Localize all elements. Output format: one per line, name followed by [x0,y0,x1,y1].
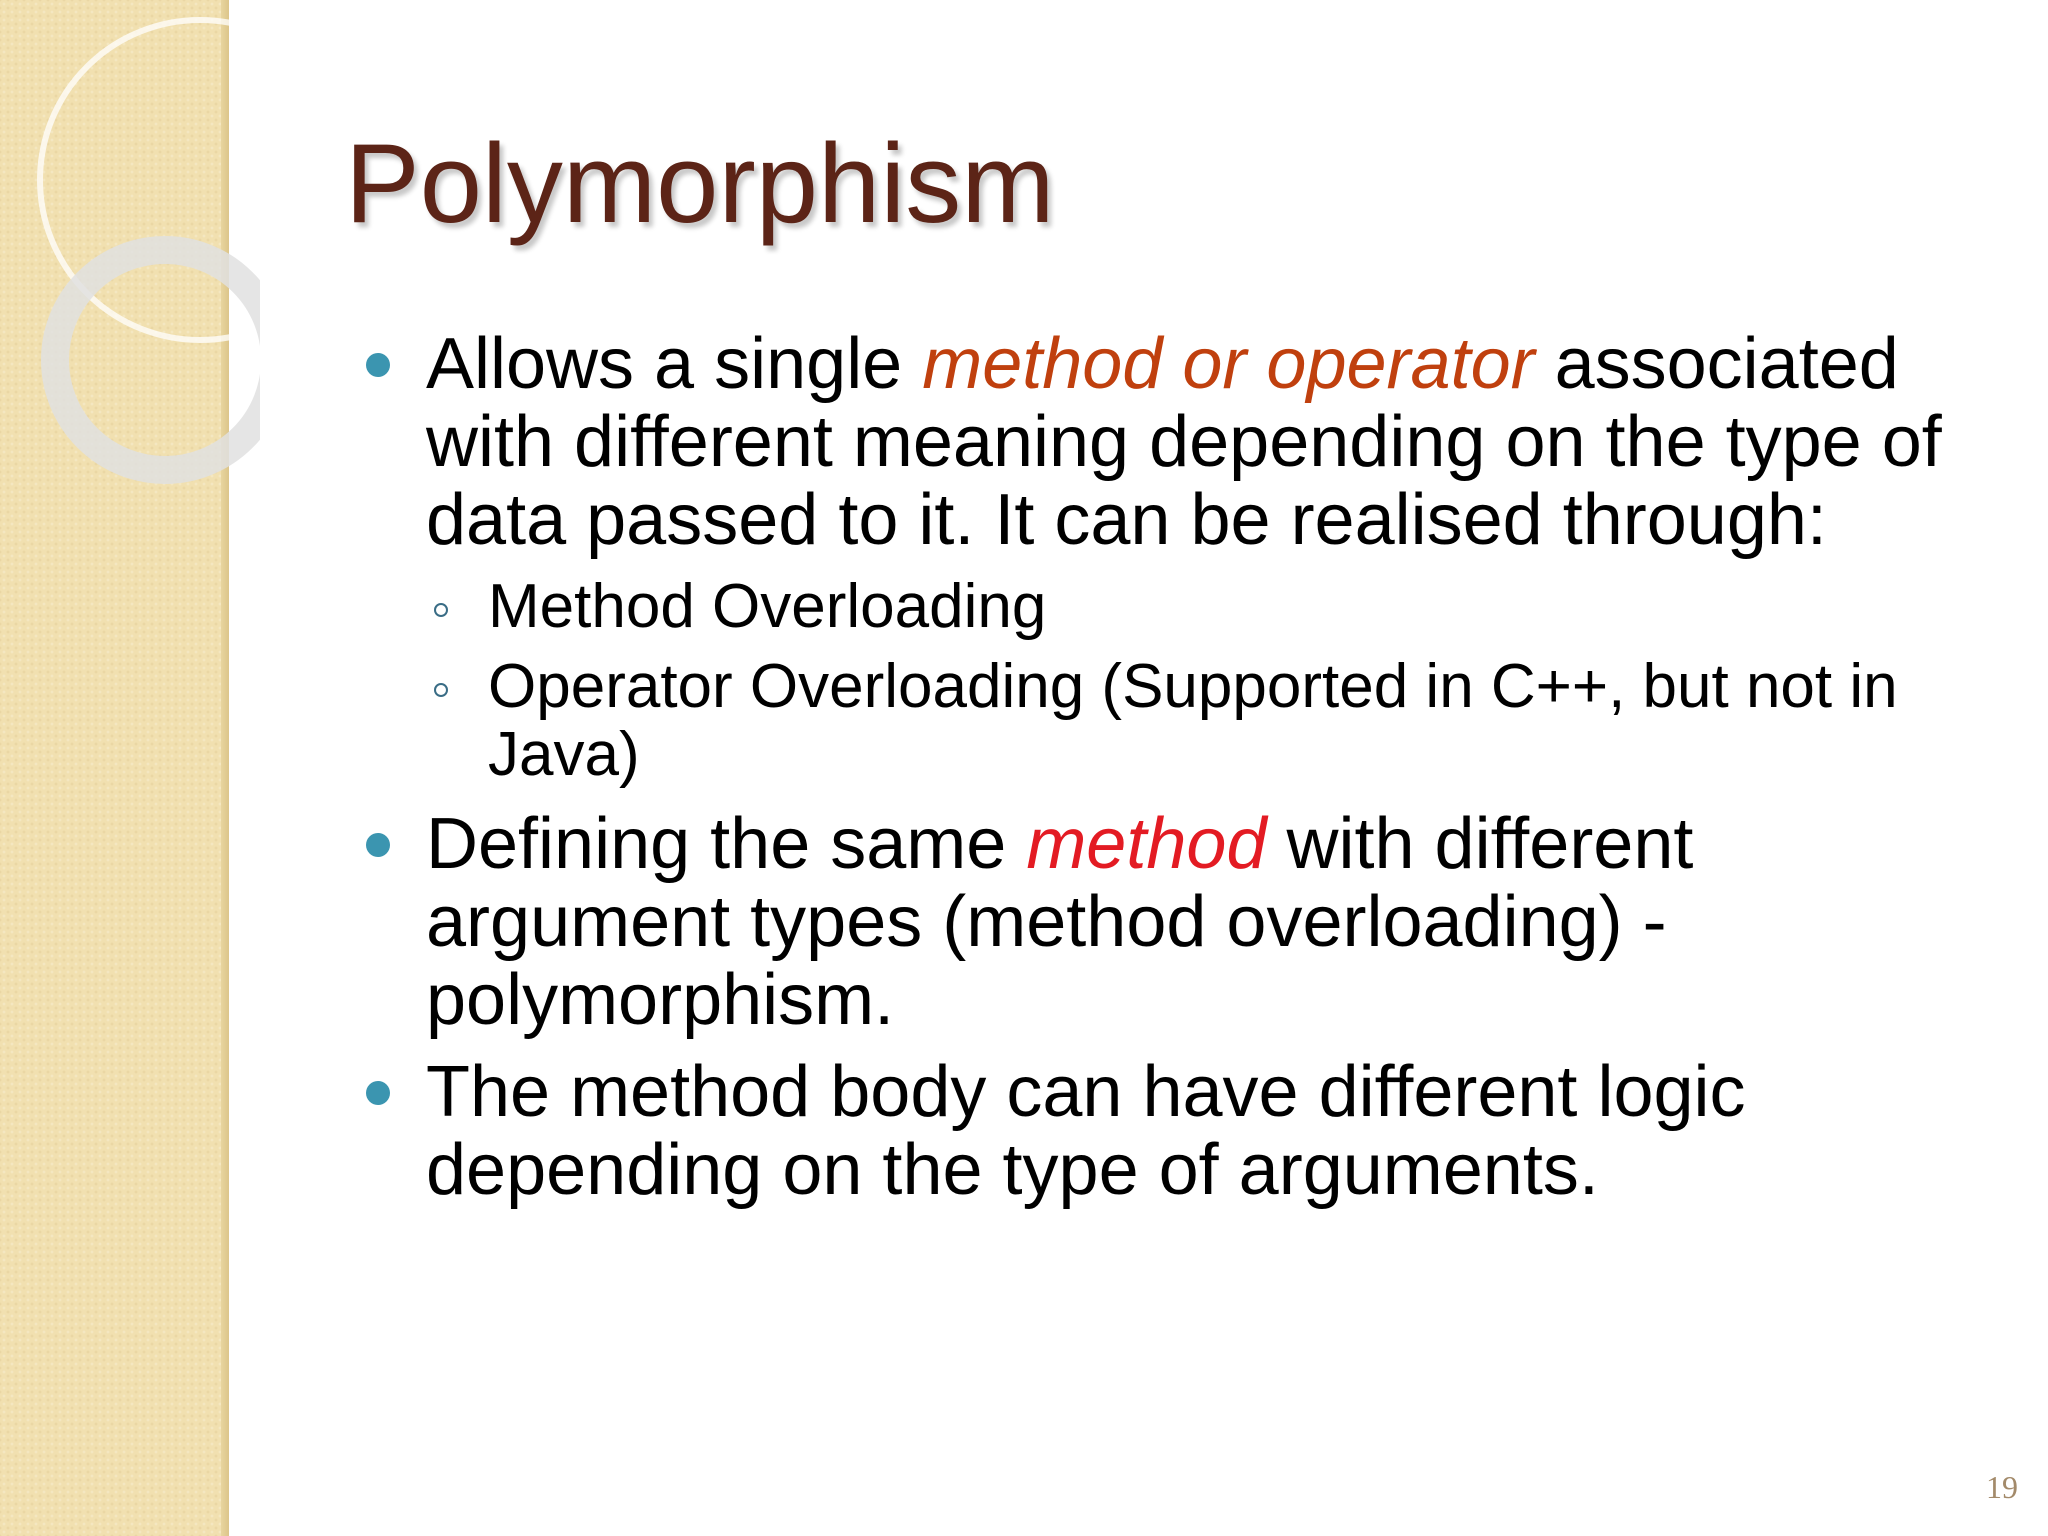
bullet-text: with different argument types (method overloading) - polymorphism. [426,804,1694,1040]
bullet-item [360,805,2000,1039]
slide-number: 19 [1986,1469,2018,1505]
bullet-dot-icon [366,1081,390,1105]
bullet-text: Defining the same [426,804,1027,884]
bullet-emphasis: method [1026,804,1267,884]
sub-bullet-item [360,653,2000,789]
sub-bullet-list [360,573,2000,789]
bullet-text: Allows a single [426,324,923,404]
bullet-text: The method body can have different logic depending on the type of arguments. [426,1052,1746,1210]
bullet-emphasis: method or operator [922,324,1535,404]
bullet-text: associated with different meaning depending on the type of data passed to it. It can be realised through: [426,324,1942,560]
bullet-item [360,325,2000,559]
decorative-rings [0,0,260,520]
slide-title: Polymorphism [345,121,1055,246]
sub-bullet-text: Operator Overloading (Supported in C++, but not in Java) [488,652,1898,789]
decorative-ring-small [55,250,260,470]
sub-bullet-item [360,573,2000,641]
bullet-dot-icon [366,353,390,377]
slide-content [360,325,2000,1223]
bullet-item [360,1053,2000,1209]
bullet-dot-icon [366,833,390,857]
hollow-circle-icon [434,603,448,617]
hollow-circle-icon [434,683,448,697]
sub-bullet-text: Method Overloading [488,572,1047,641]
